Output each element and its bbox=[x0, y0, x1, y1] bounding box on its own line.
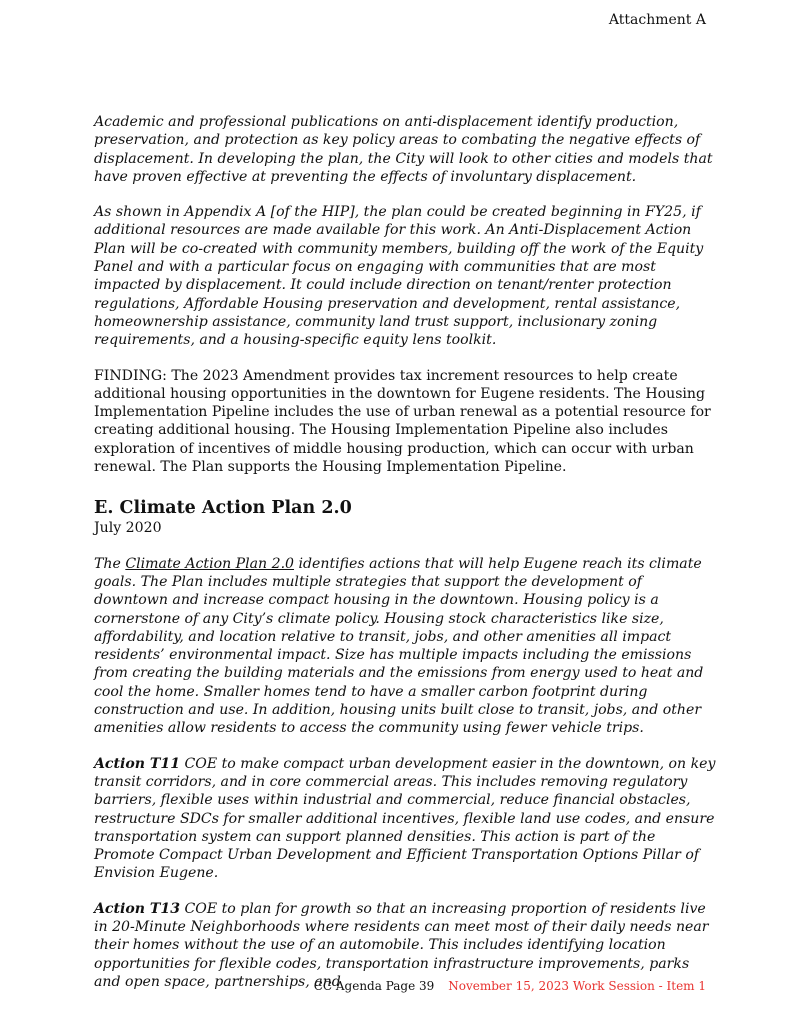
work-session-label: November 15, 2023 Work Session - Item 1 bbox=[448, 979, 706, 993]
paragraph-climate-intro bbox=[94, 555, 719, 738]
action-text: COE to make compact urban development easier in the downtown, on key transit corridors, and in core commercial areas. This includes removing regulatory barriers, flexible uses within industrial and commercial, reduce financial obstacles, restructure SDCs for smaller additional incentives, flexible land use codes, and ensure transportation system can support planned densities. This action is part of the Promote Compact Urban Development and Efficient Transportation Options Pillar of Envision Eugene. bbox=[94, 755, 716, 882]
intro-text: identifies actions that will help Eugene reach its climate goals. The Plan includes multiple strategies that support the development of downtown and increase compact housing in the downtown. Housing policy is a cornerstone of any City’s climate policy. Housing stock characteristics like size, affordability, and location relative to transit, jobs, and other amenities all impact residents’ environmental impact. Size has multiple impacts including the emissions from creating the building materials and the emissions from energy used to heat and cool the home. Smaller homes tend to have a smaller carbon footprint during construction and use. In addition, housing units built close to transit, jobs, and other amenities allow residents to access the community using fewer vehicle trips. bbox=[94, 555, 704, 737]
section-date: July 2020 bbox=[94, 520, 162, 537]
intro-prefix: The bbox=[94, 555, 126, 572]
paragraph-anti-displacement-plan: As shown in Appendix A [of the HIP], the plan could be created beginning in FY25, if additional resources are made available for this work. An Anti-Displacement Action Plan will be co-created with community members, building off the work of the Equity Panel and with a particular focus on engaging with communities that are most impacted by displacement. It could include direction on tenant/renter protection regulations, Affordable Housing preservation and development, rental assistance, homeownership assistance, community land trust support, inclusionary zoning requirements, and a housing-specific equity lens toolkit. bbox=[94, 204, 704, 349]
paragraph-finding: FINDING: The 2023 Amendment provides tax increment resources to help create additional housing opportunities in the downtown for Eugene residents. The Housing Implementation Pipeline includes the use of urban renewal as a potential resource for creating additional housing. The Housing Implementation Pipeline also includes exploration of incentives of middle housing production, which can occur with urban renewal. The Plan supports the Housing Implementation Pipeline. bbox=[94, 367, 711, 476]
action-label: Action T11 bbox=[94, 755, 181, 772]
page-footer bbox=[314, 978, 706, 994]
paragraph-anti-displacement-publications: Academic and professional publications on anti-displacement identify production, preservation, and protection as key policy areas to combating the negative effects of displacement. In developing the plan, the City will look to other cities and models that have proven effective at preventing the effects of involuntary displacement. bbox=[94, 114, 713, 185]
section-heading: E. Climate Action Plan 2.0 bbox=[94, 498, 352, 519]
document-body bbox=[94, 113, 719, 991]
action-label: Action T13 bbox=[94, 900, 181, 917]
paragraph-action-t11 bbox=[94, 755, 719, 883]
agenda-page-label: CC Agenda Page 39 bbox=[313, 979, 435, 993]
action-text: COE to plan for growth so that an increasing proportion of residents live in 20-Minute Neighborhoods where residents can meet most of their daily needs near their homes without the use of an automobile. This includes identifying location opportunities for flexible codes, transportation infrastructure improvements, parks and open space, partnerships, and bbox=[94, 900, 709, 990]
attachment-label: Attachment A bbox=[608, 12, 706, 28]
climate-action-plan-link[interactable]: Climate Action Plan 2.0 bbox=[125, 555, 295, 572]
